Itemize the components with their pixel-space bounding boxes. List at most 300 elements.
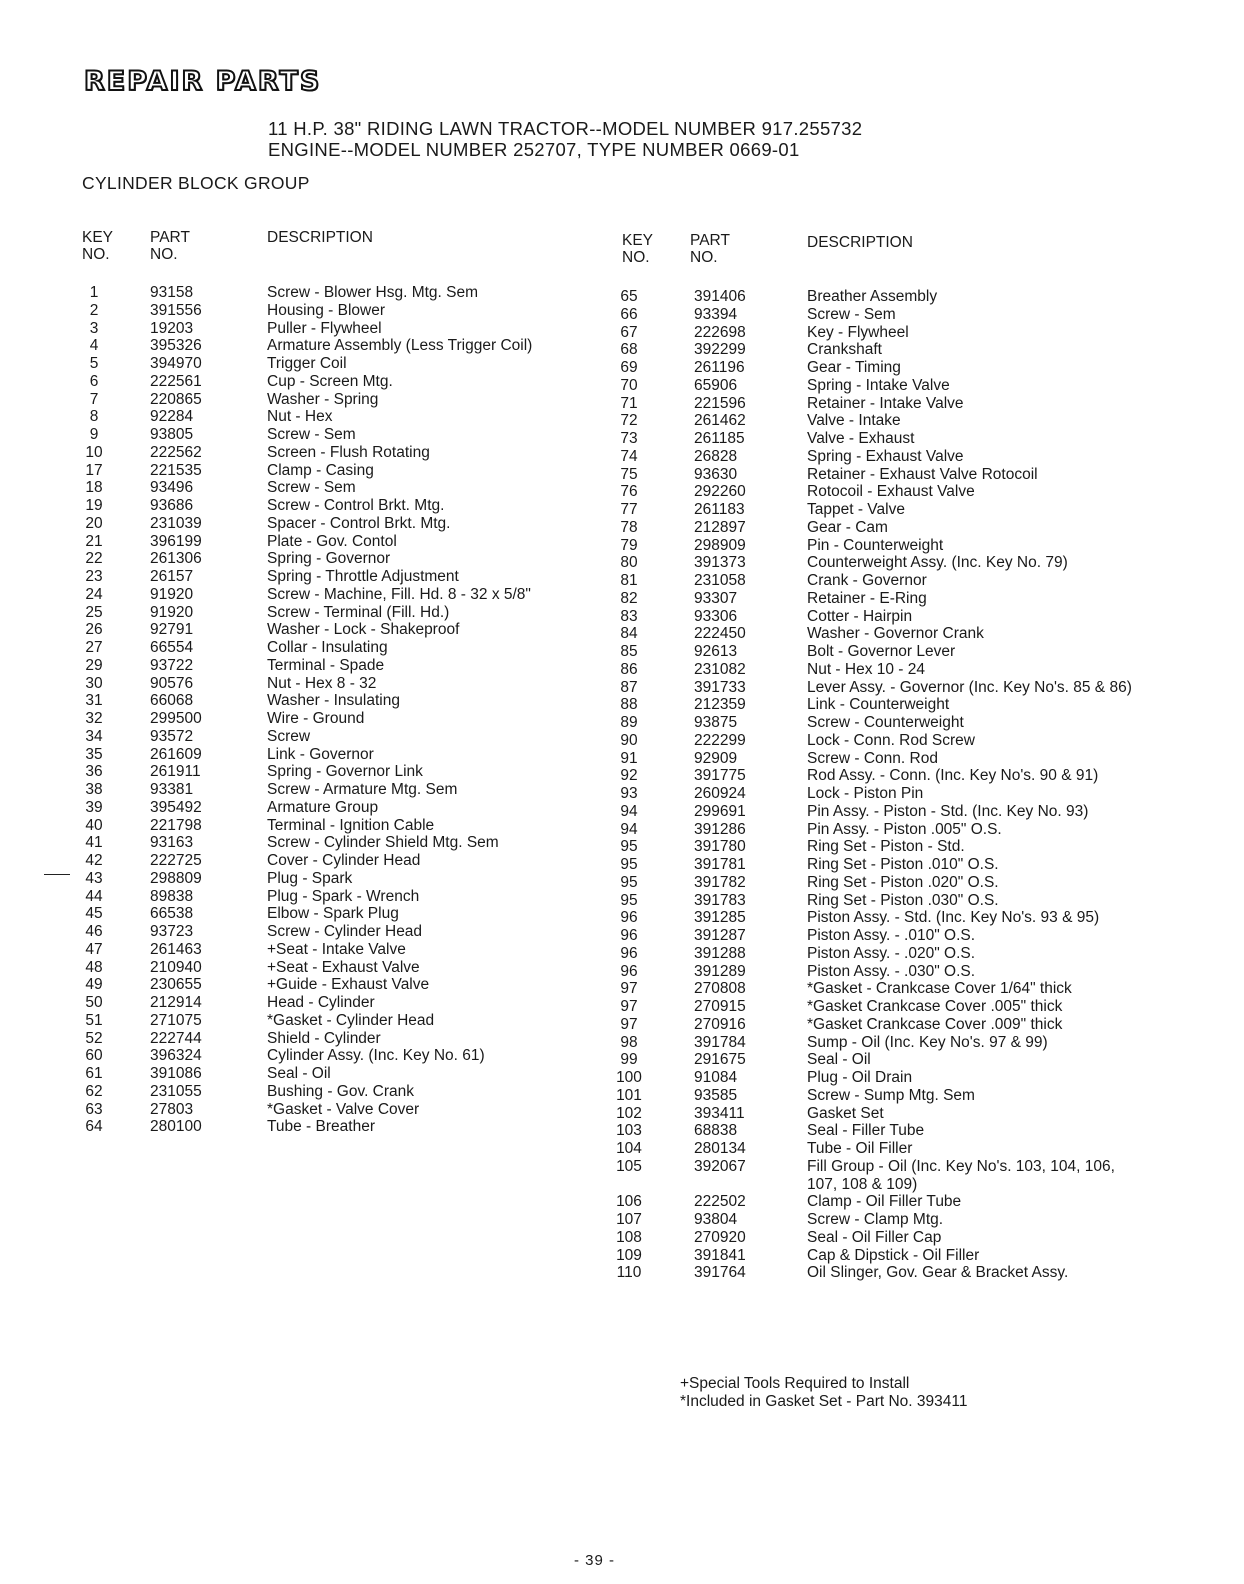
parts-row <box>612 1158 1152 1194</box>
key-number: 89 <box>620 714 638 731</box>
part-number: 270915 <box>694 998 746 1015</box>
key-number: 47 <box>85 940 103 958</box>
part-number: 90576 <box>150 674 194 692</box>
parts-row <box>82 763 602 781</box>
parts-row <box>612 1051 1152 1069</box>
part-description: Crank - Governor <box>807 572 927 589</box>
parts-row <box>612 1105 1152 1123</box>
part-description: Tube - Breather <box>267 1118 375 1136</box>
parts-row <box>82 923 602 941</box>
part-description: Oil Slinger, Gov. Gear & Bracket Assy. <box>807 1264 1069 1282</box>
key-number: 75 <box>620 465 638 483</box>
parts-row <box>612 785 1152 803</box>
part-number: 66554 <box>150 639 194 656</box>
key-number: 110 <box>616 1264 642 1282</box>
part-description: Lock - Conn. Rod Screw <box>807 731 975 749</box>
parts-row <box>82 1101 602 1119</box>
parts-row <box>612 714 1152 732</box>
key-number: 24 <box>85 585 103 603</box>
part-description: Link - Governor <box>267 745 374 763</box>
part-description: Retainer - Exhaust Valve Rotocoil <box>807 465 1038 483</box>
part-number: 93804 <box>694 1211 738 1228</box>
part-number: 391780 <box>694 838 746 856</box>
part-number: 92909 <box>694 749 738 767</box>
key-number: 3 <box>89 319 99 337</box>
part-description: Washer - Spring <box>267 390 379 408</box>
part-description: Screw - Armature Mtg. Sem <box>267 781 458 798</box>
part-number: 66068 <box>150 692 194 710</box>
key-number: 44 <box>85 887 103 905</box>
part-number: 93572 <box>150 727 194 745</box>
part-description: Crankshaft <box>807 341 882 359</box>
part-description: Piston Assy. - .010" O.S. <box>807 927 976 944</box>
part-description: Piston Assy. - Std. (Inc. Key No's. 93 & 95) <box>807 909 1100 927</box>
key-number: 46 <box>85 923 103 940</box>
part-description: Gasket Set <box>807 1104 884 1122</box>
part-number: 299691 <box>694 802 746 820</box>
parts-row <box>612 838 1152 856</box>
key-number: 80 <box>620 554 638 572</box>
part-number: 19203 <box>150 319 194 337</box>
key-number: 100 <box>616 1069 642 1086</box>
parts-row <box>82 604 602 622</box>
key-number: 104 <box>616 1140 642 1157</box>
part-number: 260924 <box>694 785 746 802</box>
part-description: Bushing - Gov. Crank <box>267 1082 415 1100</box>
part-description: Sump - Oil (Inc. Key No's. 97 & 99) <box>807 1033 1048 1051</box>
part-number: 210940 <box>150 958 202 976</box>
key-number: 83 <box>620 607 638 625</box>
part-description: Screw - Machine, Fill. Hd. 8 - 32 x 5/8" <box>267 585 531 603</box>
part-number: 221798 <box>150 816 202 834</box>
key-number: 41 <box>85 834 103 852</box>
part-description: Gear - Cam <box>807 518 888 536</box>
key-number: 5 <box>89 355 99 372</box>
key-number: 73 <box>620 430 638 447</box>
part-description: Washer - Lock - Shakeproof <box>267 621 460 639</box>
part-description: Screw - Blower Hsg. Mtg. Sem <box>267 284 479 301</box>
part-description: Ring Set - Piston .020" O.S. <box>807 873 999 891</box>
parts-row <box>612 909 1152 927</box>
part-number: 395326 <box>150 337 202 355</box>
parts-row <box>612 572 1152 590</box>
part-description: Plug - Oil Drain <box>807 1069 913 1086</box>
part-description: Valve - Exhaust <box>807 430 915 447</box>
parts-row <box>82 834 602 852</box>
part-number: 93722 <box>150 656 194 674</box>
parts-row <box>612 448 1152 466</box>
key-number: 31 <box>85 692 103 710</box>
parts-row <box>82 444 602 462</box>
part-number: 298909 <box>694 536 746 554</box>
page-title: REPAIR PARTS <box>84 66 322 97</box>
parts-row <box>612 679 1152 697</box>
parts-row <box>82 657 602 675</box>
part-description: Screen - Flush Rotating <box>267 443 430 461</box>
part-number: 92284 <box>150 408 194 426</box>
key-number: 102 <box>616 1104 642 1122</box>
key-number: 52 <box>85 1029 103 1047</box>
part-description: Ring Set - Piston - Std. <box>807 838 965 856</box>
part-description: *Gasket Crankcase Cover .009" thick <box>807 1015 1063 1033</box>
part-number: 291675 <box>694 1051 746 1069</box>
part-description: Valve - Intake <box>807 412 901 430</box>
part-number: 26157 <box>150 568 194 585</box>
part-number: 68838 <box>694 1122 738 1140</box>
part-description: Retainer - Intake Valve <box>807 394 964 412</box>
parts-row <box>82 284 602 302</box>
key-number: 42 <box>85 852 103 869</box>
part-number: 231082 <box>694 660 746 678</box>
key-number: 78 <box>620 518 638 536</box>
key-number: 96 <box>620 944 638 962</box>
part-number: 261183 <box>694 501 745 518</box>
part-description: Spring - Governor Link <box>267 763 423 781</box>
key-number: 86 <box>620 660 638 678</box>
part-description: Retainer - E-Ring <box>807 589 927 607</box>
parts-row <box>612 395 1152 413</box>
parts-row <box>82 373 602 391</box>
key-number: 101 <box>616 1086 642 1104</box>
part-number: 271075 <box>150 1011 202 1029</box>
parts-row <box>82 692 602 710</box>
part-number: 298809 <box>150 869 202 887</box>
part-number: 93163 <box>150 834 194 852</box>
part-number: 261609 <box>150 745 202 763</box>
parts-rows-left <box>82 284 602 1136</box>
column-headers <box>82 229 602 267</box>
parts-row <box>82 888 602 906</box>
parts-row <box>612 643 1152 661</box>
part-number: 270808 <box>694 980 746 998</box>
part-description: Screw - Conn. Rod <box>807 749 938 767</box>
parts-row <box>82 586 602 604</box>
parts-row <box>82 391 602 409</box>
part-number: 222725 <box>150 852 202 869</box>
parts-row <box>612 1069 1152 1087</box>
key-number: 79 <box>620 536 638 554</box>
part-description: Washer - Insulating <box>267 692 400 710</box>
part-number: 299500 <box>150 710 202 727</box>
part-number: 392067 <box>694 1157 746 1175</box>
part-description: Screw - Clamp Mtg. <box>807 1211 944 1228</box>
part-number: 93630 <box>694 465 738 483</box>
key-number: 95 <box>620 856 638 873</box>
part-description: Pin - Counterweight <box>807 536 944 554</box>
key-number: 32 <box>85 710 103 727</box>
key-number: 99 <box>620 1051 638 1069</box>
key-number: 94 <box>620 820 638 838</box>
parts-row <box>612 466 1152 484</box>
key-number: 76 <box>620 483 638 501</box>
key-number: 61 <box>85 1065 103 1082</box>
part-description: Rotocoil - Exhaust Valve <box>807 483 975 501</box>
key-number: 96 <box>620 962 638 980</box>
page-number: - 39 - <box>574 1552 616 1569</box>
part-description: Nut - Hex <box>267 408 333 426</box>
key-number: 96 <box>620 909 638 927</box>
parts-row <box>82 746 602 764</box>
part-number: 222744 <box>150 1029 202 1047</box>
description-header: DESCRIPTION <box>807 234 913 251</box>
key-number: 29 <box>85 656 103 674</box>
part-number: 391289 <box>694 962 746 980</box>
part-description: +Guide - Exhaust Valve <box>267 976 430 994</box>
parts-row <box>82 621 602 639</box>
key-number: 6 <box>89 372 99 390</box>
part-description: Screw - Sem <box>267 479 356 497</box>
part-number: 261462 <box>694 412 746 430</box>
part-description: Cotter - Hairpin <box>807 607 913 625</box>
key-number: 4 <box>89 337 99 355</box>
part-description: Screw - Counterweight <box>807 714 964 731</box>
parts-row <box>82 905 602 923</box>
key-number: 96 <box>620 927 638 944</box>
part-description: Piston Assy. - .020" O.S. <box>807 944 976 962</box>
parts-row <box>612 998 1152 1016</box>
part-description: Breather Assembly <box>807 288 938 305</box>
key-number: 51 <box>85 1011 103 1029</box>
key-number: 27 <box>85 639 103 656</box>
key-number: 48 <box>85 958 103 976</box>
part-number: 89838 <box>150 887 194 905</box>
part-description: Screw - Sem <box>807 305 896 323</box>
gasket-set-note: *Included in Gasket Set - Part No. 393411 <box>680 1392 968 1410</box>
parts-row <box>82 320 602 338</box>
parts-row <box>612 590 1152 608</box>
part-description: Nut - Hex 8 - 32 <box>267 674 377 692</box>
key-number: 40 <box>85 816 103 834</box>
parts-row <box>612 430 1152 448</box>
part-number: 93496 <box>150 479 194 497</box>
part-number: 230655 <box>150 976 202 994</box>
part-description: Cylinder Assy. (Inc. Key No. 61) <box>267 1047 485 1065</box>
parts-row <box>612 803 1152 821</box>
parts-row <box>612 821 1152 839</box>
key-number: 20 <box>85 514 103 532</box>
key-number: 39 <box>85 798 103 816</box>
parts-list-left <box>82 229 602 1136</box>
engine-model-line: ENGINE--MODEL NUMBER 252707, TYPE NUMBER 0669-01 <box>268 139 800 160</box>
key-number: 106 <box>616 1193 642 1211</box>
parts-row <box>82 355 602 373</box>
parts-row <box>612 874 1152 892</box>
part-description: Spring - Intake Valve <box>807 376 950 394</box>
part-number: 221596 <box>694 394 746 412</box>
parts-row <box>82 959 602 977</box>
part-number: 93306 <box>694 607 738 625</box>
parts-row <box>82 728 602 746</box>
part-description: Nut - Hex 10 - 24 <box>807 660 926 678</box>
key-number: 93 <box>620 785 638 802</box>
part-description: Screw - Cylinder Shield Mtg. Sem <box>267 834 499 852</box>
parts-row <box>612 661 1152 679</box>
footnotes <box>680 1375 968 1410</box>
key-number: 62 <box>85 1082 103 1100</box>
part-description: Screw - Terminal (Fill. Hd.) <box>267 603 450 621</box>
part-description: Lever Assy. - Governor (Inc. Key No's. 85 & 86) <box>807 678 1132 696</box>
key-number: 66 <box>620 305 638 323</box>
part-number: 261196 <box>694 359 745 376</box>
key-number: 107 <box>616 1211 642 1228</box>
part-description: Terminal - Spade <box>267 656 385 674</box>
key-number: 22 <box>85 550 103 568</box>
part-number: 93158 <box>150 284 194 301</box>
part-number: 93307 <box>694 589 738 607</box>
key-number: 36 <box>85 763 103 781</box>
parts-row <box>612 1087 1152 1105</box>
model-info <box>268 118 862 160</box>
parts-list-right <box>612 232 1152 1282</box>
parts-row <box>82 1012 602 1030</box>
key-number: 94 <box>620 802 638 820</box>
part-description: +Seat - Intake Valve <box>267 940 406 958</box>
part-description: Ring Set - Piston .030" O.S. <box>807 891 999 909</box>
parts-row <box>612 608 1152 626</box>
part-number: 261306 <box>150 550 202 568</box>
parts-row <box>612 892 1152 910</box>
callout-marker <box>44 874 70 875</box>
part-number: 392299 <box>694 341 746 359</box>
key-number: 26 <box>85 621 103 639</box>
key-number: 72 <box>620 412 638 430</box>
parts-row <box>82 781 602 799</box>
part-number: 393411 <box>694 1104 745 1122</box>
key-number: 10 <box>85 443 103 461</box>
key-number: 69 <box>620 359 638 376</box>
part-number: 231058 <box>694 572 746 589</box>
part-description: Screw - Cylinder Head <box>267 923 423 940</box>
key-number: 68 <box>620 341 638 359</box>
parts-row <box>612 341 1152 359</box>
part-number: 222698 <box>694 323 746 341</box>
part-description: Head - Cylinder <box>267 994 375 1011</box>
part-description: Screw - Sem <box>267 426 356 443</box>
part-number: 91920 <box>150 585 194 603</box>
key-number: 17 <box>85 461 103 479</box>
part-description: Tube - Oil Filler <box>807 1140 913 1157</box>
part-description: Counterweight Assy. (Inc. Key No. 79) <box>807 554 1068 572</box>
part-header: PART NO. <box>150 229 190 263</box>
part-number: 91920 <box>150 603 194 621</box>
part-number: 27803 <box>150 1100 194 1118</box>
part-description: Clamp - Casing <box>267 461 374 479</box>
part-description: Spring - Throttle Adjustment <box>267 568 459 585</box>
part-header: PART NO. <box>690 232 730 266</box>
part-number: 396199 <box>150 532 202 550</box>
parts-row <box>612 519 1152 537</box>
part-number: 292260 <box>694 483 746 501</box>
part-number: 93875 <box>694 714 738 731</box>
part-number: 391764 <box>694 1264 746 1282</box>
key-number: 97 <box>620 980 638 998</box>
parts-row <box>82 337 602 355</box>
key-header: KEY NO. <box>622 232 654 266</box>
key-number: 18 <box>85 479 103 497</box>
part-number: 212359 <box>694 696 746 714</box>
tractor-model-line: 11 H.P. 38" RIDING LAWN TRACTOR--MODEL NUMBER 917.255732 <box>268 118 863 139</box>
parts-row <box>82 799 602 817</box>
part-number: 222299 <box>694 731 746 749</box>
key-number: 25 <box>85 603 103 621</box>
key-number: 63 <box>85 1100 103 1118</box>
part-description: *Gasket - Crankcase Cover 1/64" thick <box>807 980 1072 998</box>
part-number: 396324 <box>150 1047 202 1065</box>
part-number: 391288 <box>694 944 746 962</box>
part-description: Armature Group <box>267 798 379 816</box>
key-number: 65 <box>620 288 638 305</box>
part-description: Bolt - Governor Lever <box>807 643 956 660</box>
key-number: 85 <box>620 643 638 660</box>
key-number: 97 <box>620 1015 638 1033</box>
parts-row <box>612 306 1152 324</box>
part-number: 93686 <box>150 497 194 514</box>
part-description: Piston Assy. - .030" O.S. <box>807 962 976 980</box>
key-number: 97 <box>620 998 638 1015</box>
part-number: 93805 <box>150 426 194 443</box>
parts-row <box>82 710 602 728</box>
key-number: 98 <box>620 1033 638 1051</box>
part-number: 212897 <box>694 518 746 536</box>
part-number: 92791 <box>150 621 194 639</box>
part-number: 391782 <box>694 873 746 891</box>
part-number: 391285 <box>694 909 746 927</box>
part-description: Shield - Cylinder <box>267 1029 381 1047</box>
part-description: Seal - Filler Tube <box>807 1122 925 1140</box>
key-number: 9 <box>89 426 99 443</box>
part-number: 391556 <box>150 301 202 319</box>
column-headers <box>612 232 1152 270</box>
special-tools-note: +Special Tools Required to Install <box>680 1375 910 1392</box>
key-number: 2 <box>89 301 99 319</box>
part-number: 222450 <box>694 625 746 643</box>
part-number: 231055 <box>150 1082 202 1100</box>
part-number: 261911 <box>150 763 201 781</box>
part-number: 391841 <box>694 1246 746 1264</box>
parts-row <box>612 501 1152 519</box>
part-number: 221535 <box>150 461 202 479</box>
part-description: Plate - Gov. Contol <box>267 532 397 550</box>
parts-row <box>82 941 602 959</box>
part-description: Cover - Cylinder Head <box>267 852 421 869</box>
part-number: 391286 <box>694 820 746 838</box>
parts-row <box>612 324 1152 342</box>
parts-row <box>82 817 602 835</box>
key-number: 105 <box>616 1157 642 1175</box>
part-description: Spring - Exhaust Valve <box>807 447 964 465</box>
key-number: 43 <box>85 869 103 887</box>
parts-row <box>612 1140 1152 1158</box>
key-number: 70 <box>620 376 638 394</box>
key-number: 50 <box>85 994 103 1011</box>
parts-row <box>612 696 1152 714</box>
part-description: Collar - Insulating <box>267 639 388 656</box>
part-description: Seal - Oil Filler Cap <box>807 1228 942 1246</box>
key-number: 84 <box>620 625 638 643</box>
part-description: Fill Group - Oil (Inc. Key No's. 103, 104, 106, 107, 108 & 109) <box>807 1157 1115 1193</box>
part-description: Clamp - Oil Filler Tube <box>807 1193 962 1211</box>
parts-row <box>612 927 1152 945</box>
key-number: 82 <box>620 589 638 607</box>
part-number: 391775 <box>694 767 746 785</box>
key-number: 35 <box>85 745 103 763</box>
parts-row <box>82 994 602 1012</box>
part-number: 391086 <box>150 1065 202 1082</box>
part-number: 391781 <box>694 856 746 873</box>
parts-row <box>612 767 1152 785</box>
parts-row <box>612 1193 1152 1211</box>
part-number: 280134 <box>694 1140 746 1157</box>
